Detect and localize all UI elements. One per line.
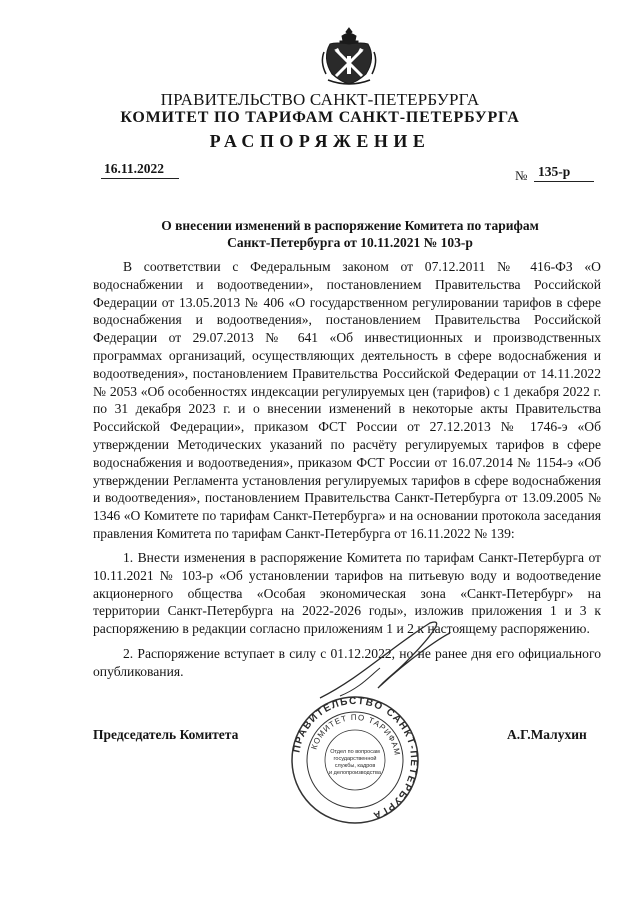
government-title: ПРАВИТЕЛЬСТВО САНКТ-ПЕТЕРБУРГА xyxy=(160,90,480,109)
stamp-inner-text: КОМИТЕТ ПО ТАРИФАМ xyxy=(309,712,402,757)
document-type: РАСПОРЯЖЕНИЕ xyxy=(209,131,431,151)
item-1-text: 1. Внести изменения в распоряжение Комитета по тарифам Санкт-Петербурга от 10.11.2021 № 103-р «Об установлении тарифов на питьевую воду и водоотведение акционерного общества «Особая экономическая зона «Санкт-Петербург» на территории Санкт-Петербурга на 2022-2026 годы», изложив приложения 1 и 3 к распоряжению в редакции согласно приложениям 1 и 2 к настоящему распоряжению. xyxy=(93,550,601,637)
number-sign: № xyxy=(515,168,528,183)
document-subject xyxy=(100,217,600,251)
document-date: 16.11.2022 xyxy=(104,161,165,176)
signatory-position: Председатель Комитета xyxy=(93,727,239,742)
document-number: 135-р xyxy=(538,164,571,179)
preamble-text: В соответствии с Федеральным законом от 07.12.2011 № 416-ФЗ «О водоснабжении и водоотведении», постановлением Правительства Российской Федерации от 13.05.2013 № 406 «О государственном регулировании тарифов в сфере водоснабжения и водоотведения», постановлением Правительства Российской Федерации от 29.07.2013 № 641 «Об инвестиционных и производственных программах организаций, осуществляющих деятельность в сфере водоснабжения и водоотведения», постановлением Правительства Российской Федерации от 14.11.2022 № 2053 «Об особенностях индексации регулируемых цен (тарифов) с 1 декабря 2022 г. по 31 декабря 2023 г. и о внесении изменений в некоторые акты Правительства Российской Федерации», приказом ФСТ России от 27.12.2013 № 1746-э «Об утверждении Методических указаний по расчёту регулируемых тарифов в сфере водоснабжения и водоотведения», приказом ФСТ России от 16.07.2014 № 1154-э «Об утверждении Регламента установления регулируемых тарифов в сфере водоснабжения и водоотведения», постановлением Правительства Санкт-Петербурга от 13.09.2005 № 1346 «О Комитете по тарифам Санкт-Петербурга» и на основании протокола заседания правления Комитета по тарифам Санкт-Петербурга от 16.11.2022 № 139: xyxy=(93,259,601,541)
signatory-name: А.Г.Малухин xyxy=(507,727,587,742)
stamp-center-line-1: Отдел по вопросам xyxy=(330,749,380,755)
official-stamp xyxy=(290,695,420,825)
stamp-center-line-2: государственной xyxy=(333,756,377,762)
stamp-center-line-3: службы, кадров xyxy=(334,763,376,769)
coat-of-arms-icon xyxy=(318,24,380,88)
preamble-paragraph xyxy=(93,258,601,543)
committee-title: КОМИТЕТ ПО ТАРИФАМ САНКТ-ПЕТЕРБУРГА xyxy=(120,109,520,126)
stamp-center-line-4: и делопроизводства xyxy=(329,770,381,776)
stamp-outer-text: ПРАВИТЕЛЬСТВО САНКТ-ПЕТЕРБУРГА xyxy=(291,695,420,822)
subject-line-1: О внесении изменений в распоряжение Комитета по тарифам xyxy=(161,218,539,233)
subject-line-2: Санкт-Петербурга от 10.11.2021 № 103-р xyxy=(227,235,473,250)
date-underline xyxy=(101,178,179,179)
item-2-text: 2. Распоряжение вступает в силу с 01.12.2022, но не ранее дня его официального опубликования. xyxy=(93,646,601,679)
number-underline xyxy=(534,181,594,182)
